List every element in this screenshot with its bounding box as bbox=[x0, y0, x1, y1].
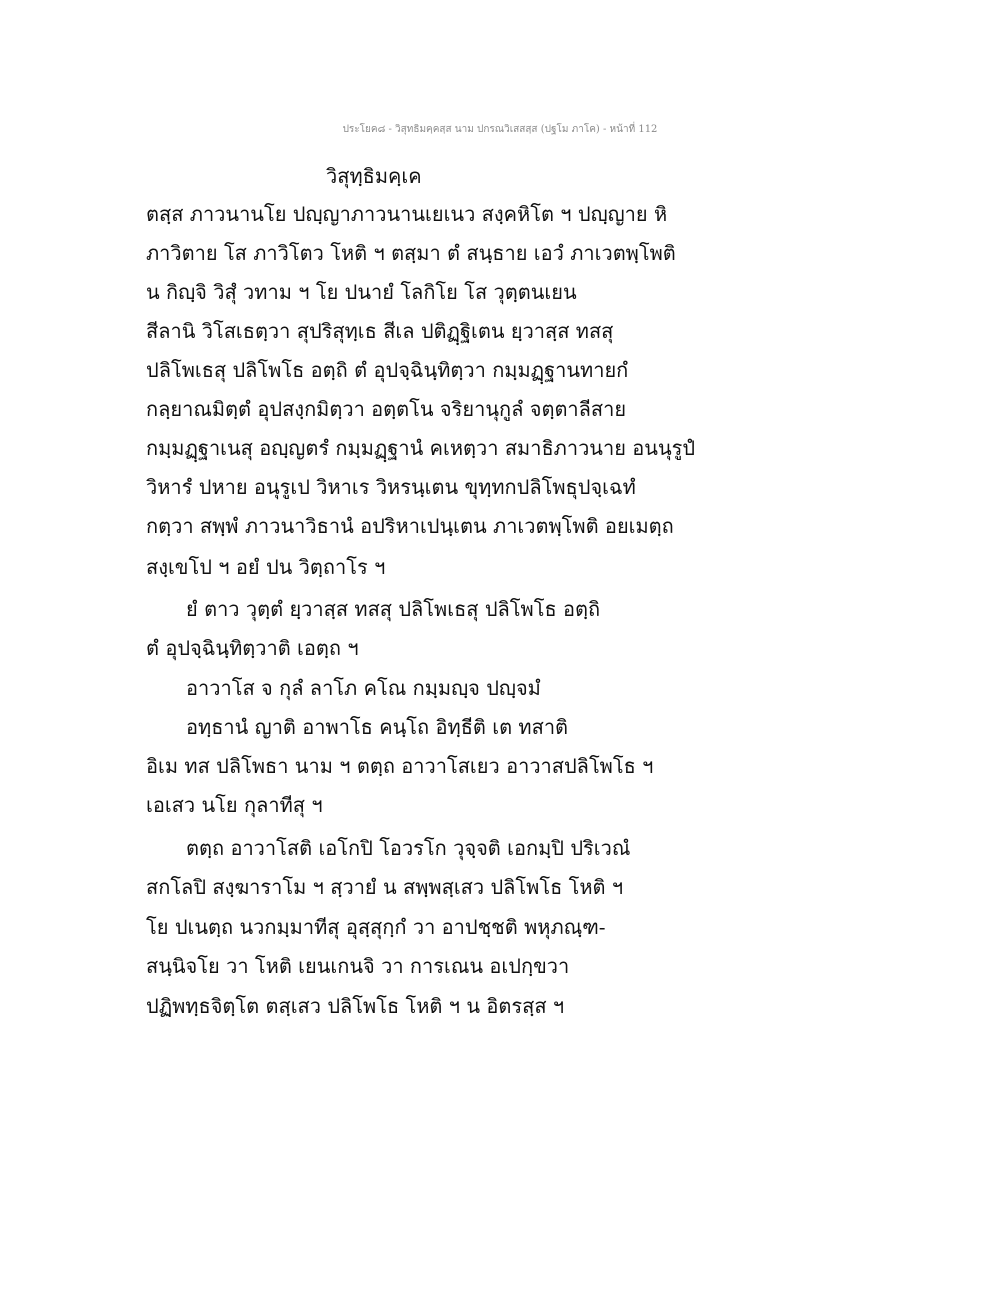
book-title: วิสุทฺธิมคฺเค bbox=[326, 164, 422, 188]
text-line: กตฺวา สพฺพํ ภาวนาวิธานํ อปริหาเปนฺเตน ภาเวตพฺโพติ อยเมตฺถ bbox=[146, 514, 674, 538]
verse-line: อาวาโส จ กุลํ ลาโภ คโณ กมฺมญฺจ ปญฺจมํ bbox=[186, 676, 541, 700]
text-line: กลฺยาณมิตฺตํ อุปสงฺกมิตฺวา อตฺตโน จริยานุกูลํ จตฺตาลีสาย bbox=[146, 397, 627, 421]
text-line: สงฺเขโป ฯ อยํ ปน วิตฺถาโร ฯ bbox=[146, 555, 386, 579]
text-line: ปลิโพเธสุ ปลิโพโธ อตฺถิ ตํ อุปจฺฉินฺทิตฺวา กมฺมฏฺฐานทายกํ bbox=[146, 358, 629, 382]
text-line: ปฏิพทฺธจิตฺโต ตสฺเสว ปลิโพโธ โหติ ฯ น อิตรสฺส ฯ bbox=[146, 994, 565, 1018]
verse-line: อทฺธานํ ญาติ อาพาโธ คนฺโถ อิทฺธีติ เต ทสาติ bbox=[186, 715, 569, 739]
text-line: ยํ ตาว วุตฺตํ ยฺวาสฺส ทสสุ ปลิโพเธสุ ปลิโพโธ อตฺถิ bbox=[186, 597, 601, 621]
text-line: อิเม ทส ปลิโพธา นาม ฯ ตตฺถ อาวาโสเยว อาวาสปลิโพโธ ฯ bbox=[146, 754, 654, 778]
text-line: ตสฺส ภาวนานโย ปญฺญาภาวนานเยเนว สงฺคหิโต ฯ ปญฺญาย หิ bbox=[146, 202, 668, 226]
text-line: กมฺมฏฺฐาเนสุ อญฺญตรํ กมฺมฏฺฐานํ คเหตฺวา สมาธิภาวนาย อนนุรูปํ bbox=[146, 436, 696, 460]
text-line: ตตฺถ อาวาโสติ เอโกปิ โอวรโก วุจฺจติ เอกมฺปิ ปริเวณํ bbox=[186, 836, 631, 860]
text-line: วิหารํ ปหาย อนุรูเป วิหาเร วิหรนฺเตน ขุทฺทกปลิโพธุปจฺเฉทํ bbox=[146, 475, 636, 499]
text-line: สนฺนิจโย วา โหติ เยนเกนจิ วา การเณน อเปกฺขวา bbox=[146, 954, 570, 978]
text-line: โย ปเนตฺถ นวกมฺมาทีสุ อุสฺสุกฺกํ วา อาปชฺชติ พหุภณฺฑ- bbox=[146, 915, 606, 939]
text-line: น กิญฺจิ วิสุํ วทาม ฯ โย ปนายํ โลกิโย โส วุตฺตนเยน bbox=[146, 280, 577, 304]
text-line: ภาวิตาย โส ภาวิโตว โหติ ฯ ตสฺมา ตํ สนฺธาย เอวํ ภาเวตพฺโพติ bbox=[146, 241, 676, 265]
text-line: สกโลปิ สงฺฆาราโม ฯ สฺวายํ น สพฺพสฺเสว ปลิโพโธ โหติ ฯ bbox=[146, 875, 624, 899]
running-header: ประโยค๘ - วิสุทธิมคฺคสฺส นาม ปกรณวิเสสสฺส (ปฐโม ภาโค) - หน้าที่ 112 bbox=[342, 124, 658, 135]
text-line: ตํ อุปจฺฉินฺทิตฺวาติ เอตฺถ ฯ bbox=[146, 636, 359, 660]
text-line: เอเสว นโย กุลาทีสุ ฯ bbox=[146, 793, 323, 817]
text-line: สีลานิ วิโสเธตฺวา สุปริสุทฺเธ สีเล ปติฏฺฐิเตน ยฺวาสฺส ทสสุ bbox=[146, 319, 614, 343]
